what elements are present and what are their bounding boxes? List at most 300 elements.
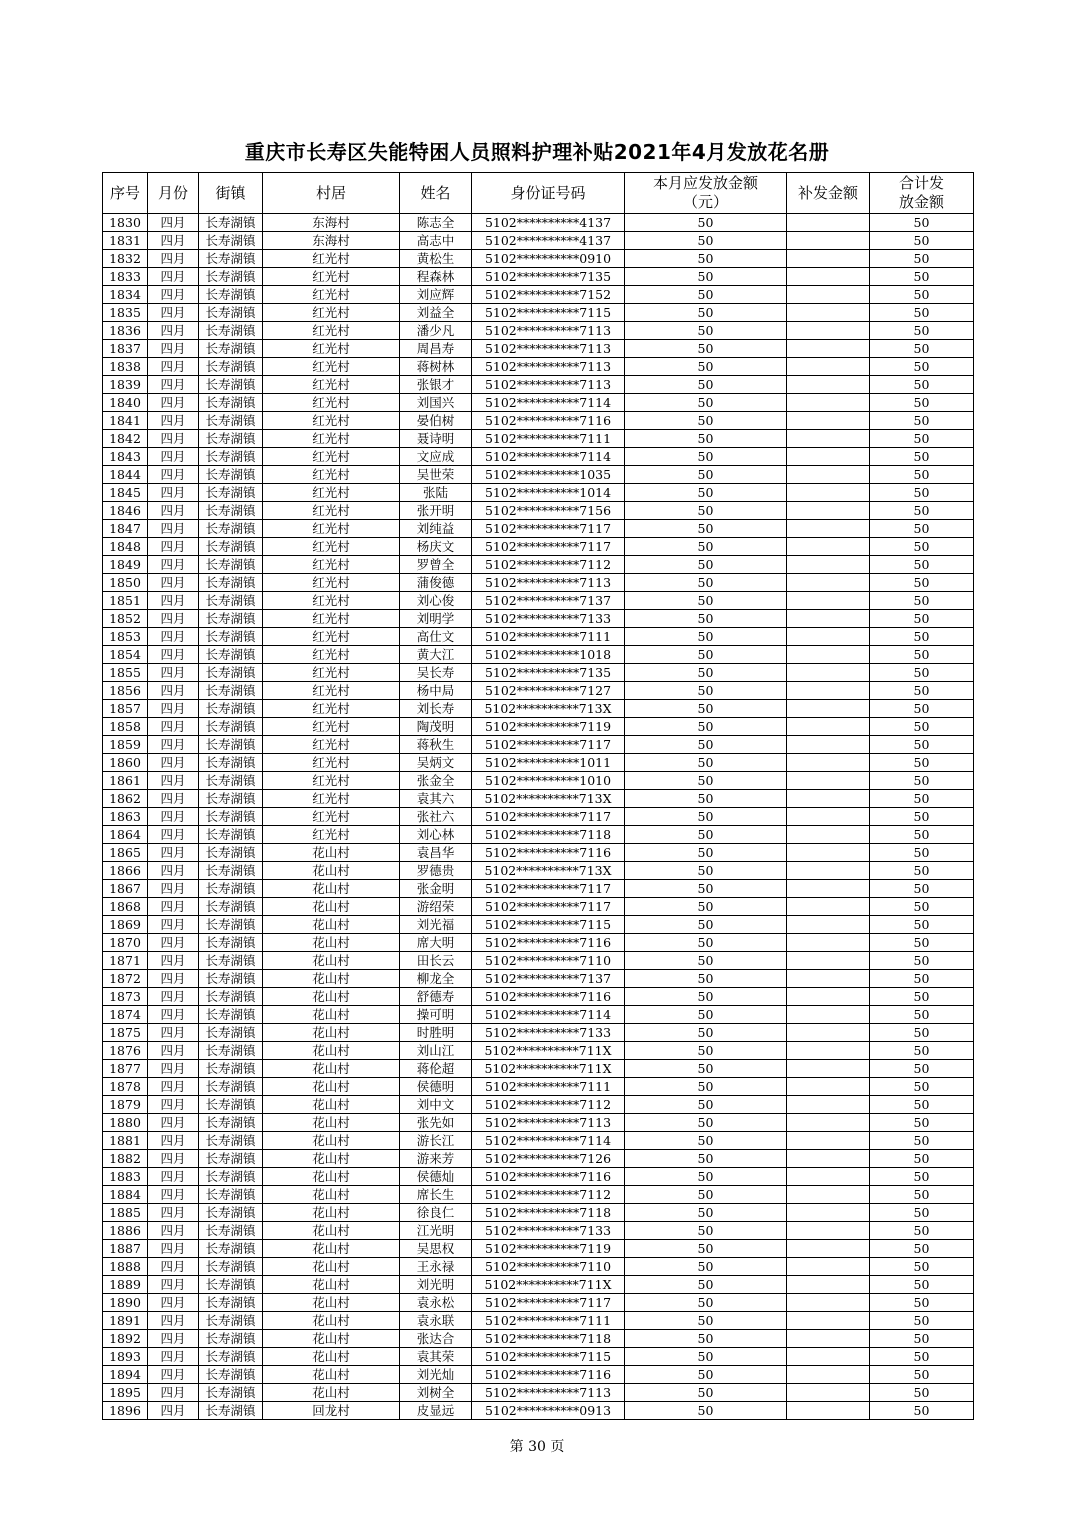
cell-back-pay bbox=[787, 358, 870, 376]
cell-back-pay bbox=[787, 268, 870, 286]
table-row bbox=[103, 286, 974, 304]
cell-back-pay bbox=[787, 1096, 870, 1114]
cell-town: 长寿湖镇 bbox=[199, 862, 263, 880]
cell-town: 长寿湖镇 bbox=[199, 358, 263, 376]
cell-id-number: 5102**********7152 bbox=[472, 286, 625, 304]
cell-total-amount: 50 bbox=[870, 880, 974, 898]
cell-town: 长寿湖镇 bbox=[199, 880, 263, 898]
cell-total-amount: 50 bbox=[870, 286, 974, 304]
cell-id-number: 5102**********4137 bbox=[472, 232, 625, 250]
cell-total-amount: 50 bbox=[870, 376, 974, 394]
cell-monthly-amount: 50 bbox=[625, 1060, 787, 1078]
cell-name: 刘光灿 bbox=[400, 1366, 472, 1384]
cell-monthly-amount: 50 bbox=[625, 556, 787, 574]
cell-monthly-amount: 50 bbox=[625, 358, 787, 376]
cell-village: 花山村 bbox=[263, 1384, 400, 1402]
cell-month: 四月 bbox=[148, 358, 199, 376]
cell-index: 1862 bbox=[103, 790, 148, 808]
cell-total-amount: 50 bbox=[870, 250, 974, 268]
table-row bbox=[103, 1222, 974, 1240]
cell-total-amount: 50 bbox=[870, 232, 974, 250]
cell-total-amount: 50 bbox=[870, 916, 974, 934]
cell-town: 长寿湖镇 bbox=[199, 772, 263, 790]
cell-name: 皮显远 bbox=[400, 1402, 472, 1420]
cell-town: 长寿湖镇 bbox=[199, 1222, 263, 1240]
table-row bbox=[103, 1204, 974, 1222]
cell-back-pay bbox=[787, 1402, 870, 1420]
cell-town: 长寿湖镇 bbox=[199, 808, 263, 826]
cell-index: 1874 bbox=[103, 1006, 148, 1024]
cell-town: 长寿湖镇 bbox=[199, 376, 263, 394]
cell-back-pay bbox=[787, 394, 870, 412]
cell-total-amount: 50 bbox=[870, 214, 974, 232]
cell-name: 席大明 bbox=[400, 934, 472, 952]
cell-total-amount: 50 bbox=[870, 970, 974, 988]
cell-index: 1888 bbox=[103, 1258, 148, 1276]
cell-name: 罗德贵 bbox=[400, 862, 472, 880]
cell-month: 四月 bbox=[148, 556, 199, 574]
cell-back-pay bbox=[787, 1186, 870, 1204]
cell-id-number: 5102**********1011 bbox=[472, 754, 625, 772]
cell-total-amount: 50 bbox=[870, 1276, 974, 1294]
cell-back-pay bbox=[787, 1366, 870, 1384]
cell-town: 长寿湖镇 bbox=[199, 826, 263, 844]
cell-id-number: 5102**********7117 bbox=[472, 808, 625, 826]
cell-monthly-amount: 50 bbox=[625, 250, 787, 268]
cell-back-pay bbox=[787, 286, 870, 304]
cell-name: 刘益全 bbox=[400, 304, 472, 322]
table-row bbox=[103, 1402, 974, 1420]
cell-monthly-amount: 50 bbox=[625, 646, 787, 664]
cell-back-pay bbox=[787, 250, 870, 268]
cell-total-amount: 50 bbox=[870, 772, 974, 790]
header-town: 街镇 bbox=[199, 173, 263, 214]
document-title: 重庆市长寿区失能特困人员照料护理补贴2021年4月发放花名册 bbox=[244, 140, 830, 164]
cell-name: 田长云 bbox=[400, 952, 472, 970]
table-row bbox=[103, 682, 974, 700]
page-number: 第 30 页 bbox=[509, 1439, 565, 1455]
table-row bbox=[103, 880, 974, 898]
cell-total-amount: 50 bbox=[870, 1348, 974, 1366]
cell-month: 四月 bbox=[148, 376, 199, 394]
table-row bbox=[103, 1150, 974, 1168]
cell-id-number: 5102**********7114 bbox=[472, 1132, 625, 1150]
cell-town: 长寿湖镇 bbox=[199, 322, 263, 340]
cell-monthly-amount: 50 bbox=[625, 934, 787, 952]
cell-village: 红光村 bbox=[263, 286, 400, 304]
cell-village: 花山村 bbox=[263, 1114, 400, 1132]
table-row bbox=[103, 934, 974, 952]
cell-total-amount: 50 bbox=[870, 610, 974, 628]
cell-back-pay bbox=[787, 448, 870, 466]
cell-monthly-amount: 50 bbox=[625, 1348, 787, 1366]
cell-index: 1871 bbox=[103, 952, 148, 970]
cell-index: 1889 bbox=[103, 1276, 148, 1294]
cell-total-amount: 50 bbox=[870, 808, 974, 826]
cell-town: 长寿湖镇 bbox=[199, 1402, 263, 1420]
cell-back-pay bbox=[787, 538, 870, 556]
cell-village: 红光村 bbox=[263, 808, 400, 826]
cell-total-amount: 50 bbox=[870, 1294, 974, 1312]
cell-month: 四月 bbox=[148, 1330, 199, 1348]
cell-town: 长寿湖镇 bbox=[199, 250, 263, 268]
cell-monthly-amount: 50 bbox=[625, 988, 787, 1006]
cell-monthly-amount: 50 bbox=[625, 826, 787, 844]
table-row bbox=[103, 1240, 974, 1258]
cell-monthly-amount: 50 bbox=[625, 1024, 787, 1042]
cell-monthly-amount: 50 bbox=[625, 1114, 787, 1132]
cell-name: 周昌寿 bbox=[400, 340, 472, 358]
cell-total-amount: 50 bbox=[870, 1402, 974, 1420]
table-header-row bbox=[103, 173, 974, 214]
cell-index: 1878 bbox=[103, 1078, 148, 1096]
cell-name: 刘光福 bbox=[400, 916, 472, 934]
cell-town: 长寿湖镇 bbox=[199, 1186, 263, 1204]
cell-town: 长寿湖镇 bbox=[199, 304, 263, 322]
cell-monthly-amount: 50 bbox=[625, 754, 787, 772]
cell-back-pay bbox=[787, 934, 870, 952]
table-row bbox=[103, 1384, 974, 1402]
cell-index: 1882 bbox=[103, 1150, 148, 1168]
cell-index: 1894 bbox=[103, 1366, 148, 1384]
cell-town: 长寿湖镇 bbox=[199, 1276, 263, 1294]
cell-index: 1875 bbox=[103, 1024, 148, 1042]
cell-back-pay bbox=[787, 1276, 870, 1294]
cell-monthly-amount: 50 bbox=[625, 1204, 787, 1222]
cell-name: 袁永松 bbox=[400, 1294, 472, 1312]
cell-index: 1838 bbox=[103, 358, 148, 376]
header-index: 序号 bbox=[103, 173, 148, 214]
cell-monthly-amount: 50 bbox=[625, 1258, 787, 1276]
table-row bbox=[103, 214, 974, 232]
cell-village: 红光村 bbox=[263, 646, 400, 664]
cell-monthly-amount: 50 bbox=[625, 484, 787, 502]
cell-back-pay bbox=[787, 718, 870, 736]
cell-month: 四月 bbox=[148, 880, 199, 898]
cell-back-pay bbox=[787, 1006, 870, 1024]
header-monthly-amount: 本月应发放金额（元） bbox=[625, 173, 787, 214]
cell-total-amount: 50 bbox=[870, 1024, 974, 1042]
cell-village: 花山村 bbox=[263, 1096, 400, 1114]
table-row bbox=[103, 304, 974, 322]
cell-back-pay bbox=[787, 880, 870, 898]
cell-total-amount: 50 bbox=[870, 322, 974, 340]
cell-town: 长寿湖镇 bbox=[199, 1366, 263, 1384]
cell-monthly-amount: 50 bbox=[625, 970, 787, 988]
cell-index: 1839 bbox=[103, 376, 148, 394]
cell-total-amount: 50 bbox=[870, 1150, 974, 1168]
cell-town: 长寿湖镇 bbox=[199, 754, 263, 772]
cell-village: 红光村 bbox=[263, 250, 400, 268]
cell-village: 红光村 bbox=[263, 304, 400, 322]
table-row bbox=[103, 754, 974, 772]
table-row bbox=[103, 1330, 974, 1348]
cell-index: 1881 bbox=[103, 1132, 148, 1150]
cell-total-amount: 50 bbox=[870, 754, 974, 772]
cell-total-amount: 50 bbox=[870, 340, 974, 358]
table-row bbox=[103, 952, 974, 970]
cell-name: 刘光明 bbox=[400, 1276, 472, 1294]
cell-id-number: 5102**********7113 bbox=[472, 574, 625, 592]
cell-index: 1880 bbox=[103, 1114, 148, 1132]
cell-name: 杨庆文 bbox=[400, 538, 472, 556]
cell-back-pay bbox=[787, 304, 870, 322]
cell-index: 1867 bbox=[103, 880, 148, 898]
cell-id-number: 5102**********7111 bbox=[472, 430, 625, 448]
cell-month: 四月 bbox=[148, 610, 199, 628]
table-row bbox=[103, 268, 974, 286]
cell-index: 1857 bbox=[103, 700, 148, 718]
cell-month: 四月 bbox=[148, 448, 199, 466]
cell-name: 张金全 bbox=[400, 772, 472, 790]
cell-total-amount: 50 bbox=[870, 664, 974, 682]
cell-index: 1850 bbox=[103, 574, 148, 592]
cell-index: 1891 bbox=[103, 1312, 148, 1330]
table-row bbox=[103, 1060, 974, 1078]
cell-id-number: 5102**********7114 bbox=[472, 1006, 625, 1024]
cell-back-pay bbox=[787, 916, 870, 934]
cell-town: 长寿湖镇 bbox=[199, 412, 263, 430]
cell-monthly-amount: 50 bbox=[625, 1384, 787, 1402]
cell-village: 花山村 bbox=[263, 844, 400, 862]
cell-monthly-amount: 50 bbox=[625, 736, 787, 754]
cell-village: 红光村 bbox=[263, 628, 400, 646]
cell-id-number: 5102**********711X bbox=[472, 1060, 625, 1078]
cell-back-pay bbox=[787, 232, 870, 250]
cell-id-number: 5102**********0913 bbox=[472, 1402, 625, 1420]
cell-month: 四月 bbox=[148, 592, 199, 610]
table-row bbox=[103, 538, 974, 556]
cell-back-pay bbox=[787, 592, 870, 610]
table-row bbox=[103, 808, 974, 826]
table-row bbox=[103, 1042, 974, 1060]
roster-table bbox=[102, 172, 974, 1420]
cell-monthly-amount: 50 bbox=[625, 592, 787, 610]
table-row bbox=[103, 970, 974, 988]
cell-name: 刘中文 bbox=[400, 1096, 472, 1114]
header-name: 姓名 bbox=[400, 173, 472, 214]
cell-name: 吴炳文 bbox=[400, 754, 472, 772]
cell-name: 吴世荣 bbox=[400, 466, 472, 484]
cell-month: 四月 bbox=[148, 916, 199, 934]
table-row bbox=[103, 1348, 974, 1366]
cell-town: 长寿湖镇 bbox=[199, 556, 263, 574]
cell-month: 四月 bbox=[148, 700, 199, 718]
cell-id-number: 5102**********7117 bbox=[472, 520, 625, 538]
cell-total-amount: 50 bbox=[870, 520, 974, 538]
cell-id-number: 5102**********7116 bbox=[472, 988, 625, 1006]
cell-id-number: 5102**********7126 bbox=[472, 1150, 625, 1168]
cell-back-pay bbox=[787, 1258, 870, 1276]
table-row bbox=[103, 592, 974, 610]
cell-name: 张社六 bbox=[400, 808, 472, 826]
table-row bbox=[103, 772, 974, 790]
cell-index: 1859 bbox=[103, 736, 148, 754]
cell-total-amount: 50 bbox=[870, 1384, 974, 1402]
cell-monthly-amount: 50 bbox=[625, 412, 787, 430]
cell-name: 刘应辉 bbox=[400, 286, 472, 304]
table-row bbox=[103, 718, 974, 736]
cell-name: 蒋伦超 bbox=[400, 1060, 472, 1078]
cell-id-number: 5102**********7116 bbox=[472, 1366, 625, 1384]
cell-name: 刘山江 bbox=[400, 1042, 472, 1060]
cell-town: 长寿湖镇 bbox=[199, 934, 263, 952]
cell-village: 红光村 bbox=[263, 574, 400, 592]
cell-monthly-amount: 50 bbox=[625, 1222, 787, 1240]
cell-back-pay bbox=[787, 574, 870, 592]
cell-month: 四月 bbox=[148, 826, 199, 844]
cell-back-pay bbox=[787, 466, 870, 484]
cell-month: 四月 bbox=[148, 844, 199, 862]
cell-village: 花山村 bbox=[263, 1132, 400, 1150]
cell-back-pay bbox=[787, 808, 870, 826]
cell-index: 1870 bbox=[103, 934, 148, 952]
cell-village: 红光村 bbox=[263, 826, 400, 844]
cell-month: 四月 bbox=[148, 718, 199, 736]
cell-month: 四月 bbox=[148, 1240, 199, 1258]
table-row bbox=[103, 412, 974, 430]
cell-name: 席长生 bbox=[400, 1186, 472, 1204]
cell-id-number: 5102**********713X bbox=[472, 862, 625, 880]
cell-total-amount: 50 bbox=[870, 646, 974, 664]
cell-id-number: 5102**********7112 bbox=[472, 556, 625, 574]
cell-index: 1893 bbox=[103, 1348, 148, 1366]
cell-index: 1830 bbox=[103, 214, 148, 232]
cell-town: 长寿湖镇 bbox=[199, 1312, 263, 1330]
cell-back-pay bbox=[787, 1168, 870, 1186]
cell-month: 四月 bbox=[148, 502, 199, 520]
cell-name: 刘明学 bbox=[400, 610, 472, 628]
table-row bbox=[103, 376, 974, 394]
cell-index: 1858 bbox=[103, 718, 148, 736]
cell-name: 操可明 bbox=[400, 1006, 472, 1024]
cell-monthly-amount: 50 bbox=[625, 772, 787, 790]
cell-index: 1877 bbox=[103, 1060, 148, 1078]
cell-name: 游来芳 bbox=[400, 1150, 472, 1168]
cell-village: 红光村 bbox=[263, 466, 400, 484]
cell-back-pay bbox=[787, 736, 870, 754]
cell-back-pay bbox=[787, 556, 870, 574]
cell-total-amount: 50 bbox=[870, 1204, 974, 1222]
table-row bbox=[103, 1276, 974, 1294]
table-row bbox=[103, 898, 974, 916]
cell-month: 四月 bbox=[148, 430, 199, 448]
cell-monthly-amount: 50 bbox=[625, 1132, 787, 1150]
cell-index: 1841 bbox=[103, 412, 148, 430]
cell-village: 花山村 bbox=[263, 1060, 400, 1078]
cell-village: 红光村 bbox=[263, 718, 400, 736]
cell-name: 袁其六 bbox=[400, 790, 472, 808]
cell-name: 吴思权 bbox=[400, 1240, 472, 1258]
cell-total-amount: 50 bbox=[870, 1078, 974, 1096]
cell-name: 时胜明 bbox=[400, 1024, 472, 1042]
cell-town: 长寿湖镇 bbox=[199, 1114, 263, 1132]
cell-month: 四月 bbox=[148, 466, 199, 484]
cell-index: 1852 bbox=[103, 610, 148, 628]
cell-total-amount: 50 bbox=[870, 538, 974, 556]
cell-town: 长寿湖镇 bbox=[199, 1240, 263, 1258]
cell-index: 1845 bbox=[103, 484, 148, 502]
cell-total-amount: 50 bbox=[870, 736, 974, 754]
cell-total-amount: 50 bbox=[870, 1240, 974, 1258]
cell-town: 长寿湖镇 bbox=[199, 592, 263, 610]
cell-index: 1833 bbox=[103, 268, 148, 286]
cell-id-number: 5102**********7113 bbox=[472, 1384, 625, 1402]
cell-village: 花山村 bbox=[263, 970, 400, 988]
cell-village: 东海村 bbox=[263, 232, 400, 250]
cell-monthly-amount: 50 bbox=[625, 898, 787, 916]
cell-back-pay bbox=[787, 1060, 870, 1078]
cell-index: 1860 bbox=[103, 754, 148, 772]
cell-total-amount: 50 bbox=[870, 484, 974, 502]
table-row bbox=[103, 1312, 974, 1330]
cell-village: 回龙村 bbox=[263, 1402, 400, 1420]
cell-back-pay bbox=[787, 790, 870, 808]
cell-monthly-amount: 50 bbox=[625, 1294, 787, 1312]
cell-name: 高仕文 bbox=[400, 628, 472, 646]
cell-index: 1864 bbox=[103, 826, 148, 844]
cell-total-amount: 50 bbox=[870, 430, 974, 448]
table-row bbox=[103, 916, 974, 934]
cell-back-pay bbox=[787, 844, 870, 862]
cell-back-pay bbox=[787, 1240, 870, 1258]
cell-index: 1896 bbox=[103, 1402, 148, 1420]
cell-monthly-amount: 50 bbox=[625, 880, 787, 898]
cell-name: 刘心俊 bbox=[400, 592, 472, 610]
cell-town: 长寿湖镇 bbox=[199, 1348, 263, 1366]
cell-total-amount: 50 bbox=[870, 718, 974, 736]
cell-town: 长寿湖镇 bbox=[199, 1132, 263, 1150]
cell-month: 四月 bbox=[148, 286, 199, 304]
cell-name: 张开明 bbox=[400, 502, 472, 520]
cell-back-pay bbox=[787, 1330, 870, 1348]
cell-town: 长寿湖镇 bbox=[199, 736, 263, 754]
cell-village: 花山村 bbox=[263, 1330, 400, 1348]
cell-id-number: 5102**********713X bbox=[472, 700, 625, 718]
cell-id-number: 5102**********7112 bbox=[472, 1186, 625, 1204]
cell-village: 红光村 bbox=[263, 376, 400, 394]
cell-month: 四月 bbox=[148, 682, 199, 700]
cell-id-number: 5102**********7113 bbox=[472, 322, 625, 340]
cell-village: 红光村 bbox=[263, 520, 400, 538]
cell-village: 花山村 bbox=[263, 1348, 400, 1366]
cell-index: 1887 bbox=[103, 1240, 148, 1258]
table-row bbox=[103, 1132, 974, 1150]
cell-month: 四月 bbox=[148, 1276, 199, 1294]
table-row bbox=[103, 1114, 974, 1132]
cell-index: 1861 bbox=[103, 772, 148, 790]
cell-month: 四月 bbox=[148, 322, 199, 340]
cell-town: 长寿湖镇 bbox=[199, 466, 263, 484]
cell-index: 1844 bbox=[103, 466, 148, 484]
cell-month: 四月 bbox=[148, 1042, 199, 1060]
cell-name: 文应成 bbox=[400, 448, 472, 466]
cell-total-amount: 50 bbox=[870, 1312, 974, 1330]
cell-month: 四月 bbox=[148, 628, 199, 646]
cell-total-amount: 50 bbox=[870, 862, 974, 880]
cell-village: 红光村 bbox=[263, 340, 400, 358]
cell-id-number: 5102**********7119 bbox=[472, 1240, 625, 1258]
cell-month: 四月 bbox=[148, 808, 199, 826]
cell-village: 红光村 bbox=[263, 484, 400, 502]
cell-id-number: 5102**********7117 bbox=[472, 1294, 625, 1312]
cell-town: 长寿湖镇 bbox=[199, 448, 263, 466]
cell-village: 花山村 bbox=[263, 1168, 400, 1186]
cell-month: 四月 bbox=[148, 1312, 199, 1330]
cell-back-pay bbox=[787, 502, 870, 520]
cell-name: 徐良仁 bbox=[400, 1204, 472, 1222]
header-id-number: 身份证号码 bbox=[472, 173, 625, 214]
